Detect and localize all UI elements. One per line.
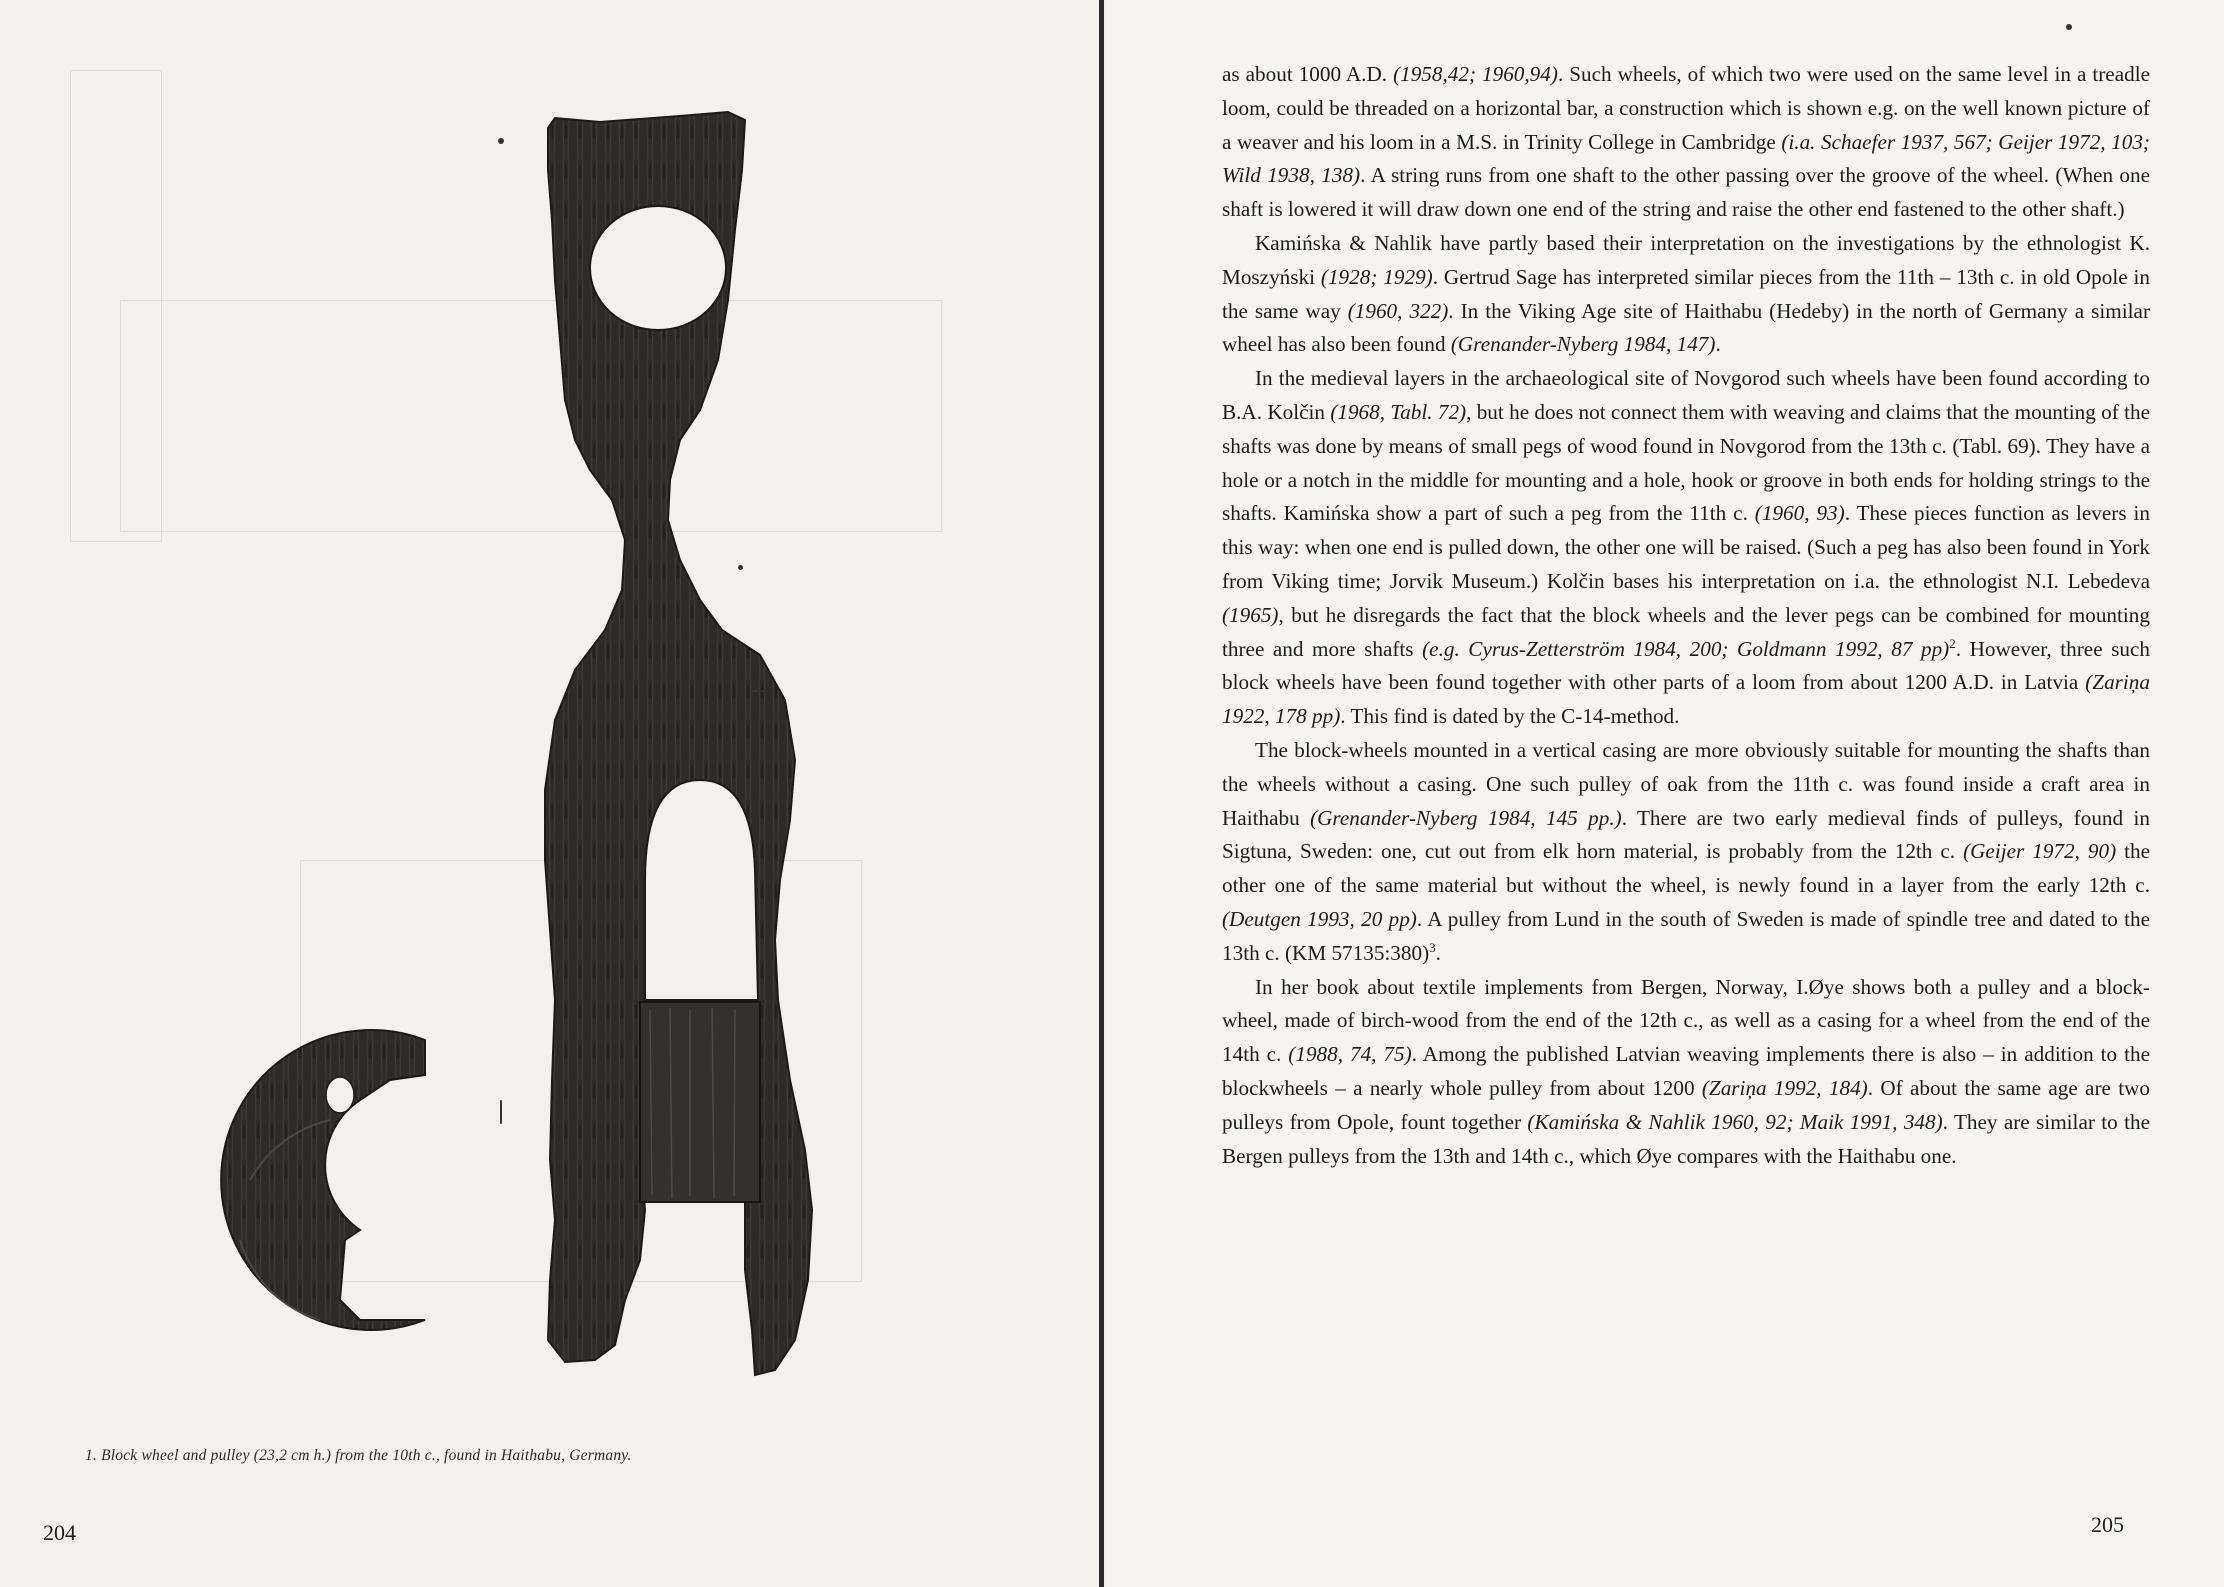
text-run: , but he does not connect them with weaving and claims that the mounting of the shafts was done by means of small pegs of wood found in Novgorod from the 13th c. (Tabl. 69). They have a hole or a notch in the middle for mounting and a hole, hook or groove in both ends for holding strings to the shafts. Kamińska show a part of such a peg from the 11th c. (1222, 399, 2150, 526)
body-paragraph (1222, 734, 2150, 971)
pulley-slot (645, 780, 758, 1000)
citation: (Geijer 1972, 90) (1963, 839, 2117, 864)
citation: (i.a. Schaefer 1937, 567; Geijer 1972, 103; Wild 1938, 138) (1222, 129, 2150, 188)
block-wheel-and-pulley-photo (0, 0, 1100, 1587)
print-speck (500, 1100, 502, 1124)
citation: (1965) (1222, 602, 1279, 627)
text-run: as about 1000 A.D. (1222, 62, 1394, 86)
left-page (0, 0, 1100, 1587)
text-run: , but he disregards the fact that the block wheels and the lever pegs can be combined for mounting three and more shafts (1222, 602, 2150, 661)
pulley-wheel-insert (640, 1002, 760, 1202)
body-paragraph (1222, 362, 2150, 734)
body-paragraph (1222, 58, 2150, 227)
text-run: . These pieces function as levers in this way: when one end is pulled down, the other one will be raised. (Such a peg has also been found in York from Viking time; Jorvik Museum.) Kolčin bases his interpretation on i.a. the ethnologist N.I. Lebedeva (1222, 501, 2150, 593)
page-number-left: 204 (43, 1520, 76, 1545)
block-wheel-artifact (221, 1030, 425, 1330)
text-run: . This find is dated by the C-14-method. (1340, 704, 1680, 729)
text-run: In her book about textile implements from Bergen, Norway, I.Øye shows both a pulley and a block-wheel, made of birch-wood from the end of the 12th c., as well as a casing for a wheel from the end of the 14th c. (1222, 974, 2150, 1067)
citation: (1968, Tabl. 72) (1330, 399, 1467, 424)
citation: (1960, 322) (1347, 298, 1449, 323)
text-run: . In the Viking Age site of Haithabu (Hedeby) in the north of Germany a similar wheel has also been found (1222, 298, 2150, 357)
page-number-right: 205 (2091, 1512, 2124, 1537)
figure-caption: 1. Block wheel and pulley (23,2 cm h.) from the 10th c., found in Haithabu, Germany. (85, 1447, 632, 1464)
text-run: In the medieval layers in the archaeological site of Novgorod such wheels have been found according to B.A. Kolčin (1222, 366, 2150, 424)
citation: (e.g. Cyrus-Zetterström 1984, 200; Goldmann 1992, 87 pp) (1422, 636, 1950, 661)
citation: (Zariņa 1922, 178 pp) (1222, 670, 2150, 729)
body-paragraph (1222, 971, 2150, 1174)
citation: (1928; 1929) (1320, 264, 1433, 289)
article-body (1222, 58, 2150, 1173)
text-run: . They are similar to the Bergen pulleys from the 13th and 14th c., which Øye compares with the Haithabu one. (1222, 1109, 2150, 1168)
footnote-marker: 2 (1949, 635, 1956, 651)
text-run: . (1435, 940, 1441, 965)
text-run: Kamińska & Nahlik have partly based their interpretation on the investigations by the ethnologist K. Moszyński (1222, 230, 2150, 289)
text-run: . Of about the same age are two pulleys from Opole, fount together (1222, 1075, 2150, 1134)
citation: (Grenander-Nyberg 1984, 145 pp.) (1310, 805, 1622, 830)
print-speck (498, 138, 504, 144)
citation: (1960, 93) (1754, 501, 1845, 526)
text-run: . A string runs from one shaft to the other passing over the groove of the wheel. (When one shaft is lowered it will draw down one end of the string and raise the other end fastened to the other shaft.) (1222, 163, 2150, 222)
text-run: . A pulley from Lund in the south of Sweden is made of spindle tree and dated to the 13th c. (KM 57135:380) (1222, 906, 2150, 965)
print-speck (738, 565, 743, 570)
text-run: The block-wheels mounted in a vertical casing are more obviously suitable for mounting the shafts than the wheels without a casing. One such pulley of oak from the 11th c. was found inside a craft area in Haithabu (1222, 737, 2150, 830)
citation: (Grenander-Nyberg 1984, 147) (1450, 332, 1716, 357)
text-run: . Gertrud Sage has interpreted similar pieces from the 11th – 13th c. in old Opole in the same way (1222, 264, 2151, 323)
print-speck (752, 690, 766, 692)
citation: (Deutgen 1993, 20 pp) (1222, 906, 1417, 931)
text-run: . However, three such block wheels have been found together with other parts of a loom from about 1200 A.D. in Latvia (1222, 636, 2150, 695)
print-speck (2066, 24, 2072, 30)
body-paragraph (1222, 227, 2150, 362)
text-run: . (1715, 332, 1721, 357)
text-run: . Such wheels, of which two were used on the same level in a treadle loom, could be threaded on a horizontal bar, a construction which is shown e.g. on the well known picture of a weaver and his loom in a M.S. in Trinity College in Cambridge (1222, 62, 2150, 154)
text-run: the other one of the same material but without the wheel, is newly found in a layer from the early 12th c. (1222, 839, 2150, 898)
page-gutter (1099, 0, 1104, 1587)
pulley-top-hole (590, 206, 726, 330)
citation: (Kamińska & Nahlik 1960, 92; Maik 1991, 348) (1527, 1109, 1943, 1134)
text-run: . Among the published Latvian weaving implements there is also – in addition to the blockwheels – a nearly whole pulley from about 1200 (1222, 1042, 2150, 1100)
citation: (Zariņa 1992, 184) (1701, 1075, 1868, 1100)
footnote-marker: 3 (1429, 939, 1436, 955)
citation: (1958,42; 1960,94) (1393, 62, 1558, 86)
citation: (1988, 74, 75) (1288, 1042, 1412, 1067)
text-run: . There are two early medieval finds of pulleys, found in Sigtuna, Sweden: one, cut out from elk horn material, is probably from the 12th c. (1222, 805, 2150, 864)
